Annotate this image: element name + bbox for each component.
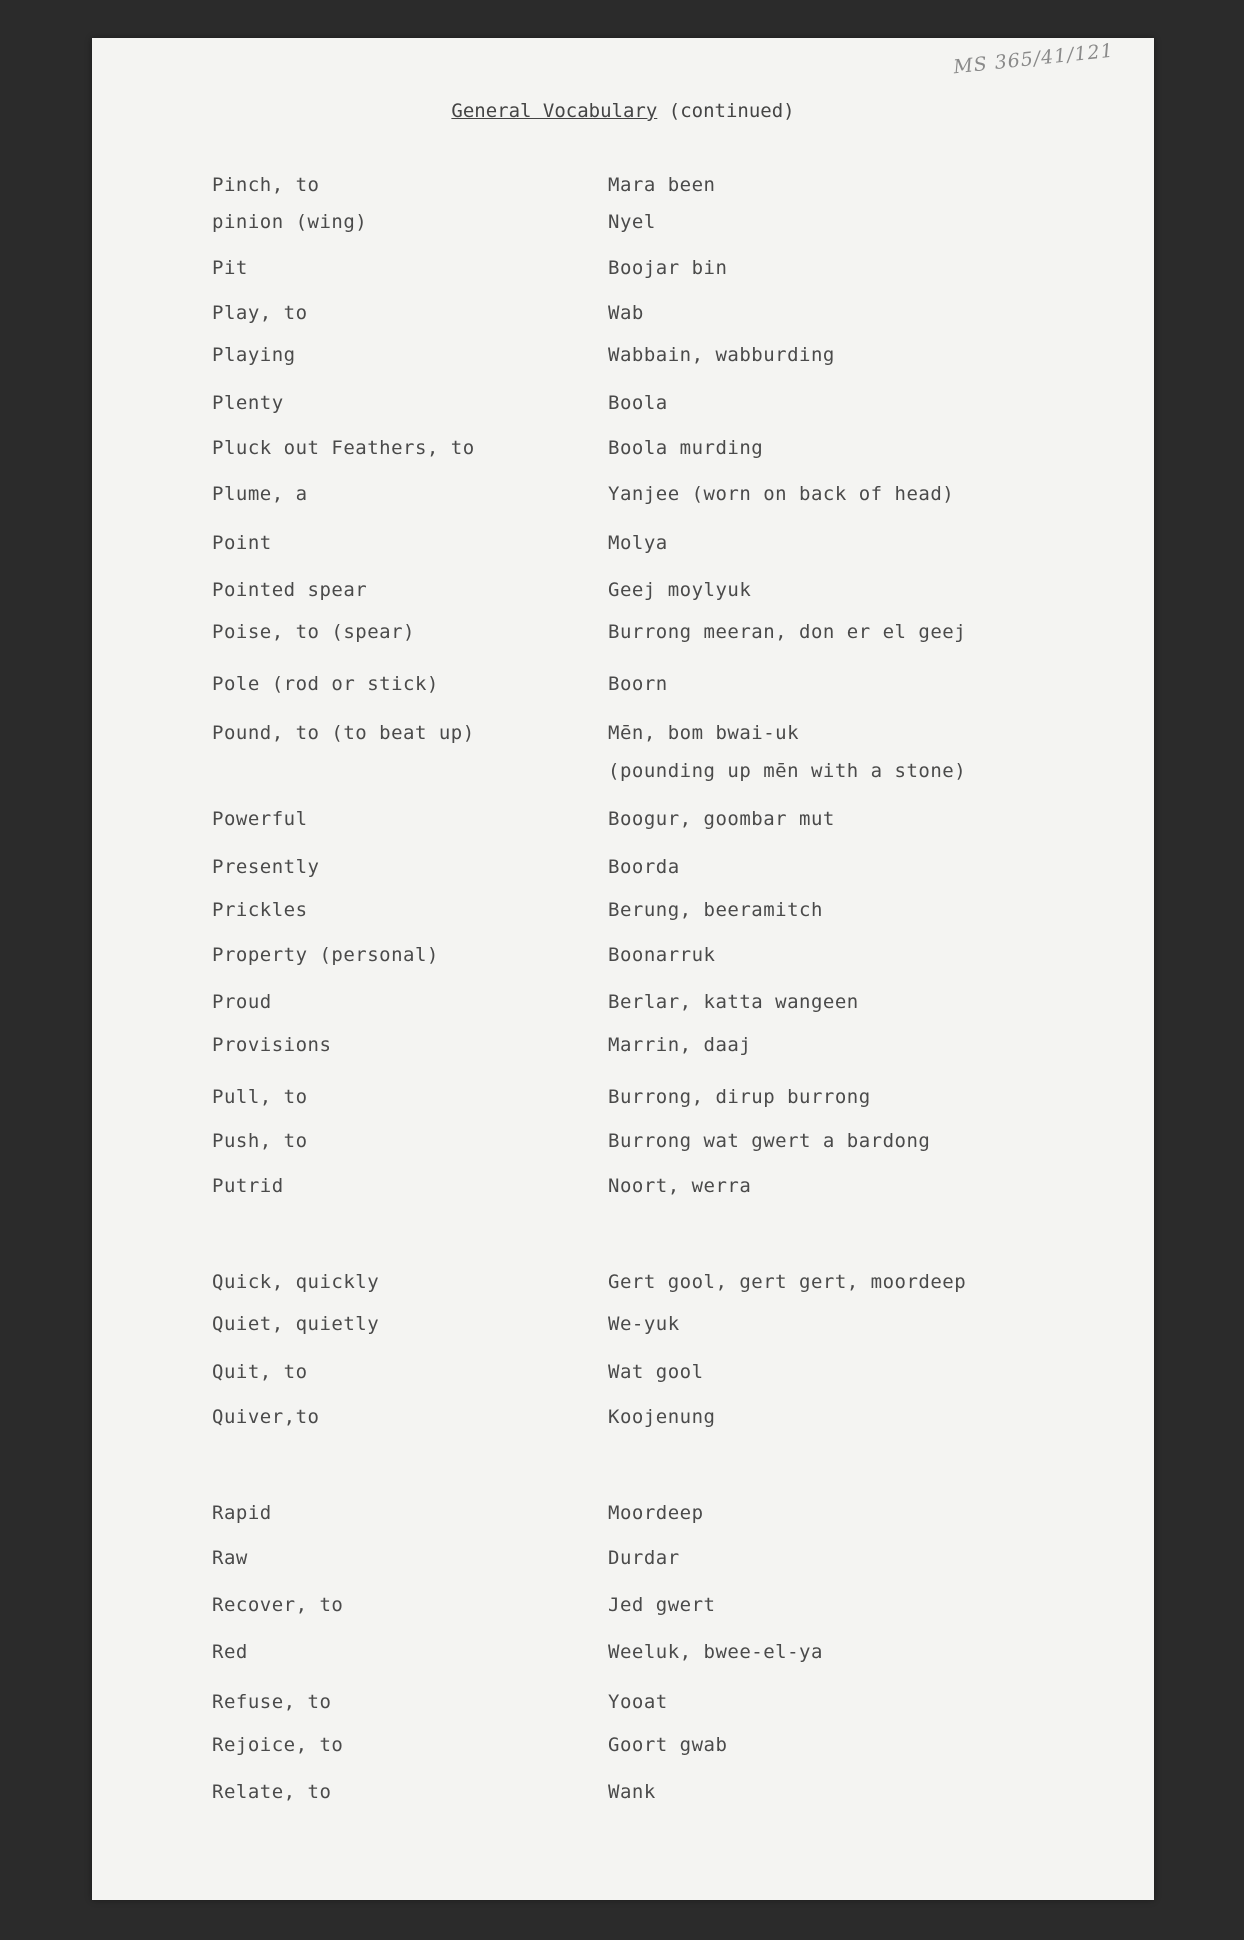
english-term: Plume, a bbox=[212, 483, 308, 505]
aboriginal-term: Burrong wat gwert a bardong bbox=[608, 1130, 931, 1152]
aboriginal-term: Durdar bbox=[608, 1547, 680, 1569]
aboriginal-term: Gert gool, gert gert, moordeep bbox=[608, 1271, 967, 1293]
aboriginal-term: Berung, beeramitch bbox=[608, 899, 823, 921]
english-term: Putrid bbox=[212, 1175, 284, 1197]
english-term: Refuse, to bbox=[212, 1691, 332, 1713]
aboriginal-term: Jed gwert bbox=[608, 1594, 716, 1616]
aboriginal-term: Boogur, goombar mut bbox=[608, 808, 835, 830]
english-term: Prickles bbox=[212, 899, 308, 921]
aboriginal-term: Yooat bbox=[608, 1691, 668, 1713]
aboriginal-term: Wank bbox=[608, 1781, 656, 1803]
english-term: Proud bbox=[212, 991, 272, 1013]
page-title bbox=[92, 100, 1154, 122]
title-suffix: (continued) bbox=[668, 100, 795, 122]
aboriginal-term: Boonarruk bbox=[608, 944, 716, 966]
english-term: Rejoice, to bbox=[212, 1734, 344, 1756]
aboriginal-term: Moordeep bbox=[608, 1502, 704, 1524]
english-term: Property (personal) bbox=[212, 944, 439, 966]
english-term: Pluck out Feathers, to bbox=[212, 437, 475, 459]
english-term: Quiver,to bbox=[212, 1406, 320, 1428]
title-underlined: General Vocabulary bbox=[451, 100, 658, 122]
english-term: Push, to bbox=[212, 1130, 308, 1152]
aboriginal-term: Noort, werra bbox=[608, 1175, 752, 1197]
aboriginal-term: Wab bbox=[608, 302, 644, 324]
english-term: Provisions bbox=[212, 1034, 332, 1056]
aboriginal-term: Boorn bbox=[608, 673, 668, 695]
aboriginal-term: Wabbain, wabburding bbox=[608, 344, 835, 366]
aboriginal-term: Boojar bin bbox=[608, 257, 728, 279]
english-term: Pound, to (to beat up) bbox=[212, 722, 475, 744]
aboriginal-term: Koojenung bbox=[608, 1406, 716, 1428]
aboriginal-term: We-yuk bbox=[608, 1313, 680, 1335]
english-term: Presently bbox=[212, 856, 320, 878]
aboriginal-term: Boorda bbox=[608, 856, 680, 878]
aboriginal-term: Goort gwab bbox=[608, 1734, 728, 1756]
aboriginal-term: Berlar, katta wangeen bbox=[608, 991, 859, 1013]
english-term: Plenty bbox=[212, 392, 284, 414]
english-term: Powerful bbox=[212, 808, 308, 830]
english-term: Raw bbox=[212, 1547, 248, 1569]
aboriginal-note: (pounding up mēn with a stone) bbox=[608, 760, 967, 782]
english-term: Play, to bbox=[212, 302, 308, 324]
aboriginal-term: Mēn, bom bwai-uk bbox=[608, 722, 800, 744]
aboriginal-term: Nyel bbox=[608, 211, 656, 233]
english-term: pinion (wing) bbox=[212, 211, 368, 233]
aboriginal-term: Burrong meeran, don er el geej bbox=[608, 621, 967, 643]
archive-shelfmark: MS 365/41/121 bbox=[952, 39, 1115, 79]
document-page bbox=[92, 38, 1154, 1900]
english-term: Quit, to bbox=[212, 1361, 308, 1383]
english-term: Quick, quickly bbox=[212, 1271, 380, 1293]
aboriginal-term: Geej moylyuk bbox=[608, 579, 752, 601]
english-term: Point bbox=[212, 532, 272, 554]
aboriginal-term: Wat gool bbox=[608, 1361, 704, 1383]
english-term: Red bbox=[212, 1641, 248, 1663]
aboriginal-term: Molya bbox=[608, 532, 668, 554]
aboriginal-term: Boola bbox=[608, 392, 668, 414]
english-term: Poise, to (spear) bbox=[212, 621, 415, 643]
english-term: Quiet, quietly bbox=[212, 1313, 380, 1335]
english-term: Playing bbox=[212, 344, 296, 366]
english-term: Rapid bbox=[212, 1502, 272, 1524]
aboriginal-term: Burrong, dirup burrong bbox=[608, 1086, 871, 1108]
english-term: Pointed spear bbox=[212, 579, 368, 601]
aboriginal-term: Marrin, daaj bbox=[608, 1034, 752, 1056]
english-term: Pull, to bbox=[212, 1086, 308, 1108]
aboriginal-term: Weeluk, bwee-el-ya bbox=[608, 1641, 823, 1663]
english-term: Relate, to bbox=[212, 1781, 332, 1803]
aboriginal-term: Yanjee (worn on back of head) bbox=[608, 483, 955, 505]
english-term: Pinch, to bbox=[212, 174, 320, 196]
aboriginal-term: Mara been bbox=[608, 174, 716, 196]
english-term: Pole (rod or stick) bbox=[212, 673, 439, 695]
aboriginal-term: Boola murding bbox=[608, 437, 764, 459]
english-term: Pit bbox=[212, 257, 248, 279]
english-term: Recover, to bbox=[212, 1594, 344, 1616]
